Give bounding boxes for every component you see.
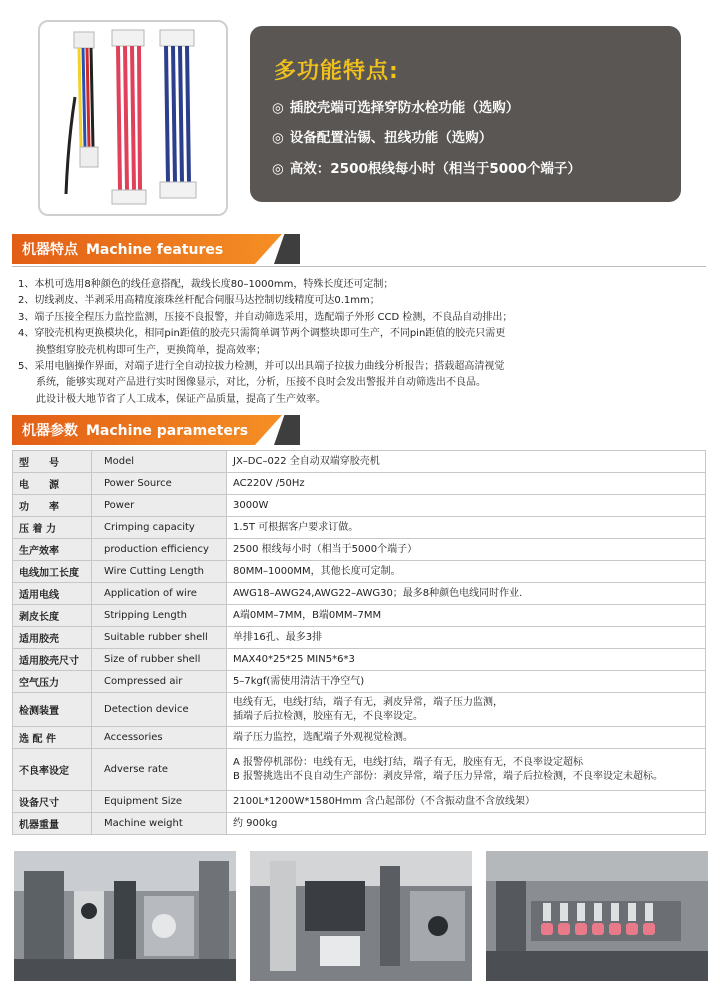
feature-text: 设备配置沾锡、扭线功能（选购） bbox=[289, 130, 493, 146]
param-name-en: Power Source bbox=[92, 473, 227, 495]
table-row bbox=[13, 517, 706, 539]
machine-features-list bbox=[18, 277, 710, 408]
param-value bbox=[227, 693, 706, 727]
param-name-en: Model bbox=[92, 451, 227, 473]
feature-item bbox=[272, 126, 492, 146]
param-value: 3000W bbox=[227, 495, 706, 517]
feature-item bbox=[272, 96, 519, 116]
param-name-en: Suitable rubber shell bbox=[92, 627, 227, 649]
param-value: 5–7kgf(需使用清洁干净空气) bbox=[227, 671, 706, 693]
bullet-icon: ◎ bbox=[272, 161, 284, 177]
param-name-cn: 选 配 件 bbox=[13, 727, 92, 749]
param-name-cn: 剥皮长度 bbox=[13, 605, 92, 627]
param-value: AC220V /50Hz bbox=[227, 473, 706, 495]
table-row bbox=[13, 791, 706, 813]
param-name-en: production efficiency bbox=[92, 539, 227, 561]
param-name-cn: 检测装置 bbox=[13, 693, 92, 727]
param-value bbox=[227, 749, 706, 791]
machine-photo-3 bbox=[486, 851, 708, 981]
table-row bbox=[13, 583, 706, 605]
table-row bbox=[13, 605, 706, 627]
table-row bbox=[13, 749, 706, 791]
param-value: 2100L*1200W*1580Hmm 含凸起部份（不含振动盘不含放线架） bbox=[227, 791, 706, 813]
list-item: 此设计极大地节省了人工成本，保证产品质量，提高了生产效率。 bbox=[36, 393, 326, 405]
param-name-en: Compressed air bbox=[92, 671, 227, 693]
table-row bbox=[13, 473, 706, 495]
param-value: MAX40*25*25 MIN5*6*3 bbox=[227, 649, 706, 671]
param-value-line: 电线有无，电线打结，端子有无，剥皮异常，端子压力监测， bbox=[233, 696, 503, 708]
list-item: 系统，能够实现对产品进行实时图像显示，对比，分析，压接不良时会发出警报并自动筛选出不良品。 bbox=[36, 377, 486, 389]
table-row bbox=[13, 649, 706, 671]
machine-photo-2 bbox=[250, 851, 472, 981]
product-image bbox=[38, 20, 228, 216]
bullet-icon: ◎ bbox=[272, 100, 284, 116]
table-row bbox=[13, 671, 706, 693]
table-row bbox=[13, 627, 706, 649]
param-name-en: Crimping capacity bbox=[92, 517, 227, 539]
param-name-cn: 电 源 bbox=[13, 473, 92, 495]
table-row bbox=[13, 561, 706, 583]
features-title: 多功能特点: bbox=[274, 59, 399, 84]
param-name-en: Machine weight bbox=[92, 813, 227, 835]
param-value: 80MM–1000MM，其他长度可定制。 bbox=[227, 561, 706, 583]
features-panel bbox=[250, 26, 681, 202]
param-name-en: Detection device bbox=[92, 693, 227, 727]
feature-text: 插胶壳端可选择穿防水栓功能（选购） bbox=[289, 100, 520, 116]
param-value-line: B 报警挑选出不良自动生产部份：剥皮异常，端子压力异常，端子后拉检测，不良率设定未超标。 bbox=[233, 770, 664, 782]
param-value: JX–DC–022 全自动双端穿胶壳机 bbox=[227, 451, 706, 473]
list-item: 5、采用电脑操作界面，对端子进行全自动拉拔力检测，并可以出具端子拉拔力曲线分析报告；搭载超高清视觉 bbox=[18, 361, 505, 373]
param-name-en: Stripping Length bbox=[92, 605, 227, 627]
param-value: 端子压力监控，选配端子外观视觉检测。 bbox=[227, 727, 706, 749]
list-item: 4、穿胶壳机构更换模块化，相同pin距值的胶壳只需简单调节两个调整块即可生产，不同pin距值的胶壳只需更 bbox=[18, 328, 506, 340]
param-value-line: A 报警停机部份：电线有无，电线打结，端子有无，胶座有无，不良率设定超标 bbox=[233, 756, 584, 768]
section-title-cn: 机器参数 bbox=[22, 423, 78, 439]
param-value: 1.5T 可根据客户要求订做。 bbox=[227, 517, 706, 539]
machine-features-header bbox=[12, 234, 706, 264]
table-row bbox=[13, 539, 706, 561]
table-row bbox=[13, 727, 706, 749]
list-item: 3、端子压接全程压力监控监测，压接不良报警，并自动筛选采用，选配端子外形 CCD 检测，不良品自动排出； bbox=[18, 311, 513, 323]
table-row bbox=[13, 495, 706, 517]
list-item: 换整组穿胶壳机构即可生产，更换简单，提高效率； bbox=[36, 344, 266, 356]
param-name-en: Power bbox=[92, 495, 227, 517]
feature-text: 高效：2500根线每小时（相当于5000个端子） bbox=[289, 161, 581, 177]
section-title-cn: 机器特点 bbox=[22, 242, 78, 258]
param-value: 约 900kg bbox=[227, 813, 706, 835]
param-value: AWG18–AWG24,AWG22–AWG30；最多8种颜色电线同时作业. bbox=[227, 583, 706, 605]
param-name-en: Size of rubber shell bbox=[92, 649, 227, 671]
param-name-cn: 适用胶壳尺寸 bbox=[13, 649, 92, 671]
param-value: 2500 根线每小时（相当于5000个端子） bbox=[227, 539, 706, 561]
list-item: 1、本机可选用8种颜色的线任意搭配，裁线长度80–1000mm，特殊长度还可定制； bbox=[18, 279, 394, 290]
bullet-icon: ◎ bbox=[272, 130, 284, 146]
param-name-cn: 生产效率 bbox=[13, 539, 92, 561]
param-name-en: Application of wire bbox=[92, 583, 227, 605]
param-name-cn: 空气压力 bbox=[13, 671, 92, 693]
table-row bbox=[13, 813, 706, 835]
param-name-en: Adverse rate bbox=[92, 749, 227, 791]
table-row bbox=[13, 693, 706, 727]
param-name-en: Equipment Size bbox=[92, 791, 227, 813]
param-name-cn: 压 着 力 bbox=[13, 517, 92, 539]
param-name-cn: 适用电线 bbox=[13, 583, 92, 605]
machine-photo-1 bbox=[14, 851, 236, 981]
param-name-cn: 设备尺寸 bbox=[13, 791, 92, 813]
param-name-cn: 机器重量 bbox=[13, 813, 92, 835]
list-item: 2、切线剥皮、半剥采用高精度滚珠丝杆配合伺服马达控制切线精度可达0.1mm； bbox=[18, 295, 380, 307]
machine-parameters-header bbox=[12, 415, 706, 445]
feature-item bbox=[272, 157, 581, 177]
parameters-table bbox=[12, 450, 706, 835]
param-value: 单排16孔、最多3排 bbox=[227, 627, 706, 649]
param-name-cn: 不良率设定 bbox=[13, 749, 92, 791]
table-row bbox=[13, 451, 706, 473]
param-name-cn: 型 号 bbox=[13, 451, 92, 473]
param-name-en: Wire Cutting Length bbox=[92, 561, 227, 583]
param-name-cn: 电线加工长度 bbox=[13, 561, 92, 583]
param-name-en: Accessories bbox=[92, 727, 227, 749]
param-value-line: 插端子后拉检测，胶座有无，不良率设定。 bbox=[233, 710, 423, 722]
section-title-en: Machine features bbox=[86, 242, 224, 258]
param-name-cn: 适用胶壳 bbox=[13, 627, 92, 649]
param-value: A端0MM–7MM，B端0MM–7MM bbox=[227, 605, 706, 627]
section-title-en: Machine parameters bbox=[86, 423, 249, 439]
param-name-cn: 功 率 bbox=[13, 495, 92, 517]
